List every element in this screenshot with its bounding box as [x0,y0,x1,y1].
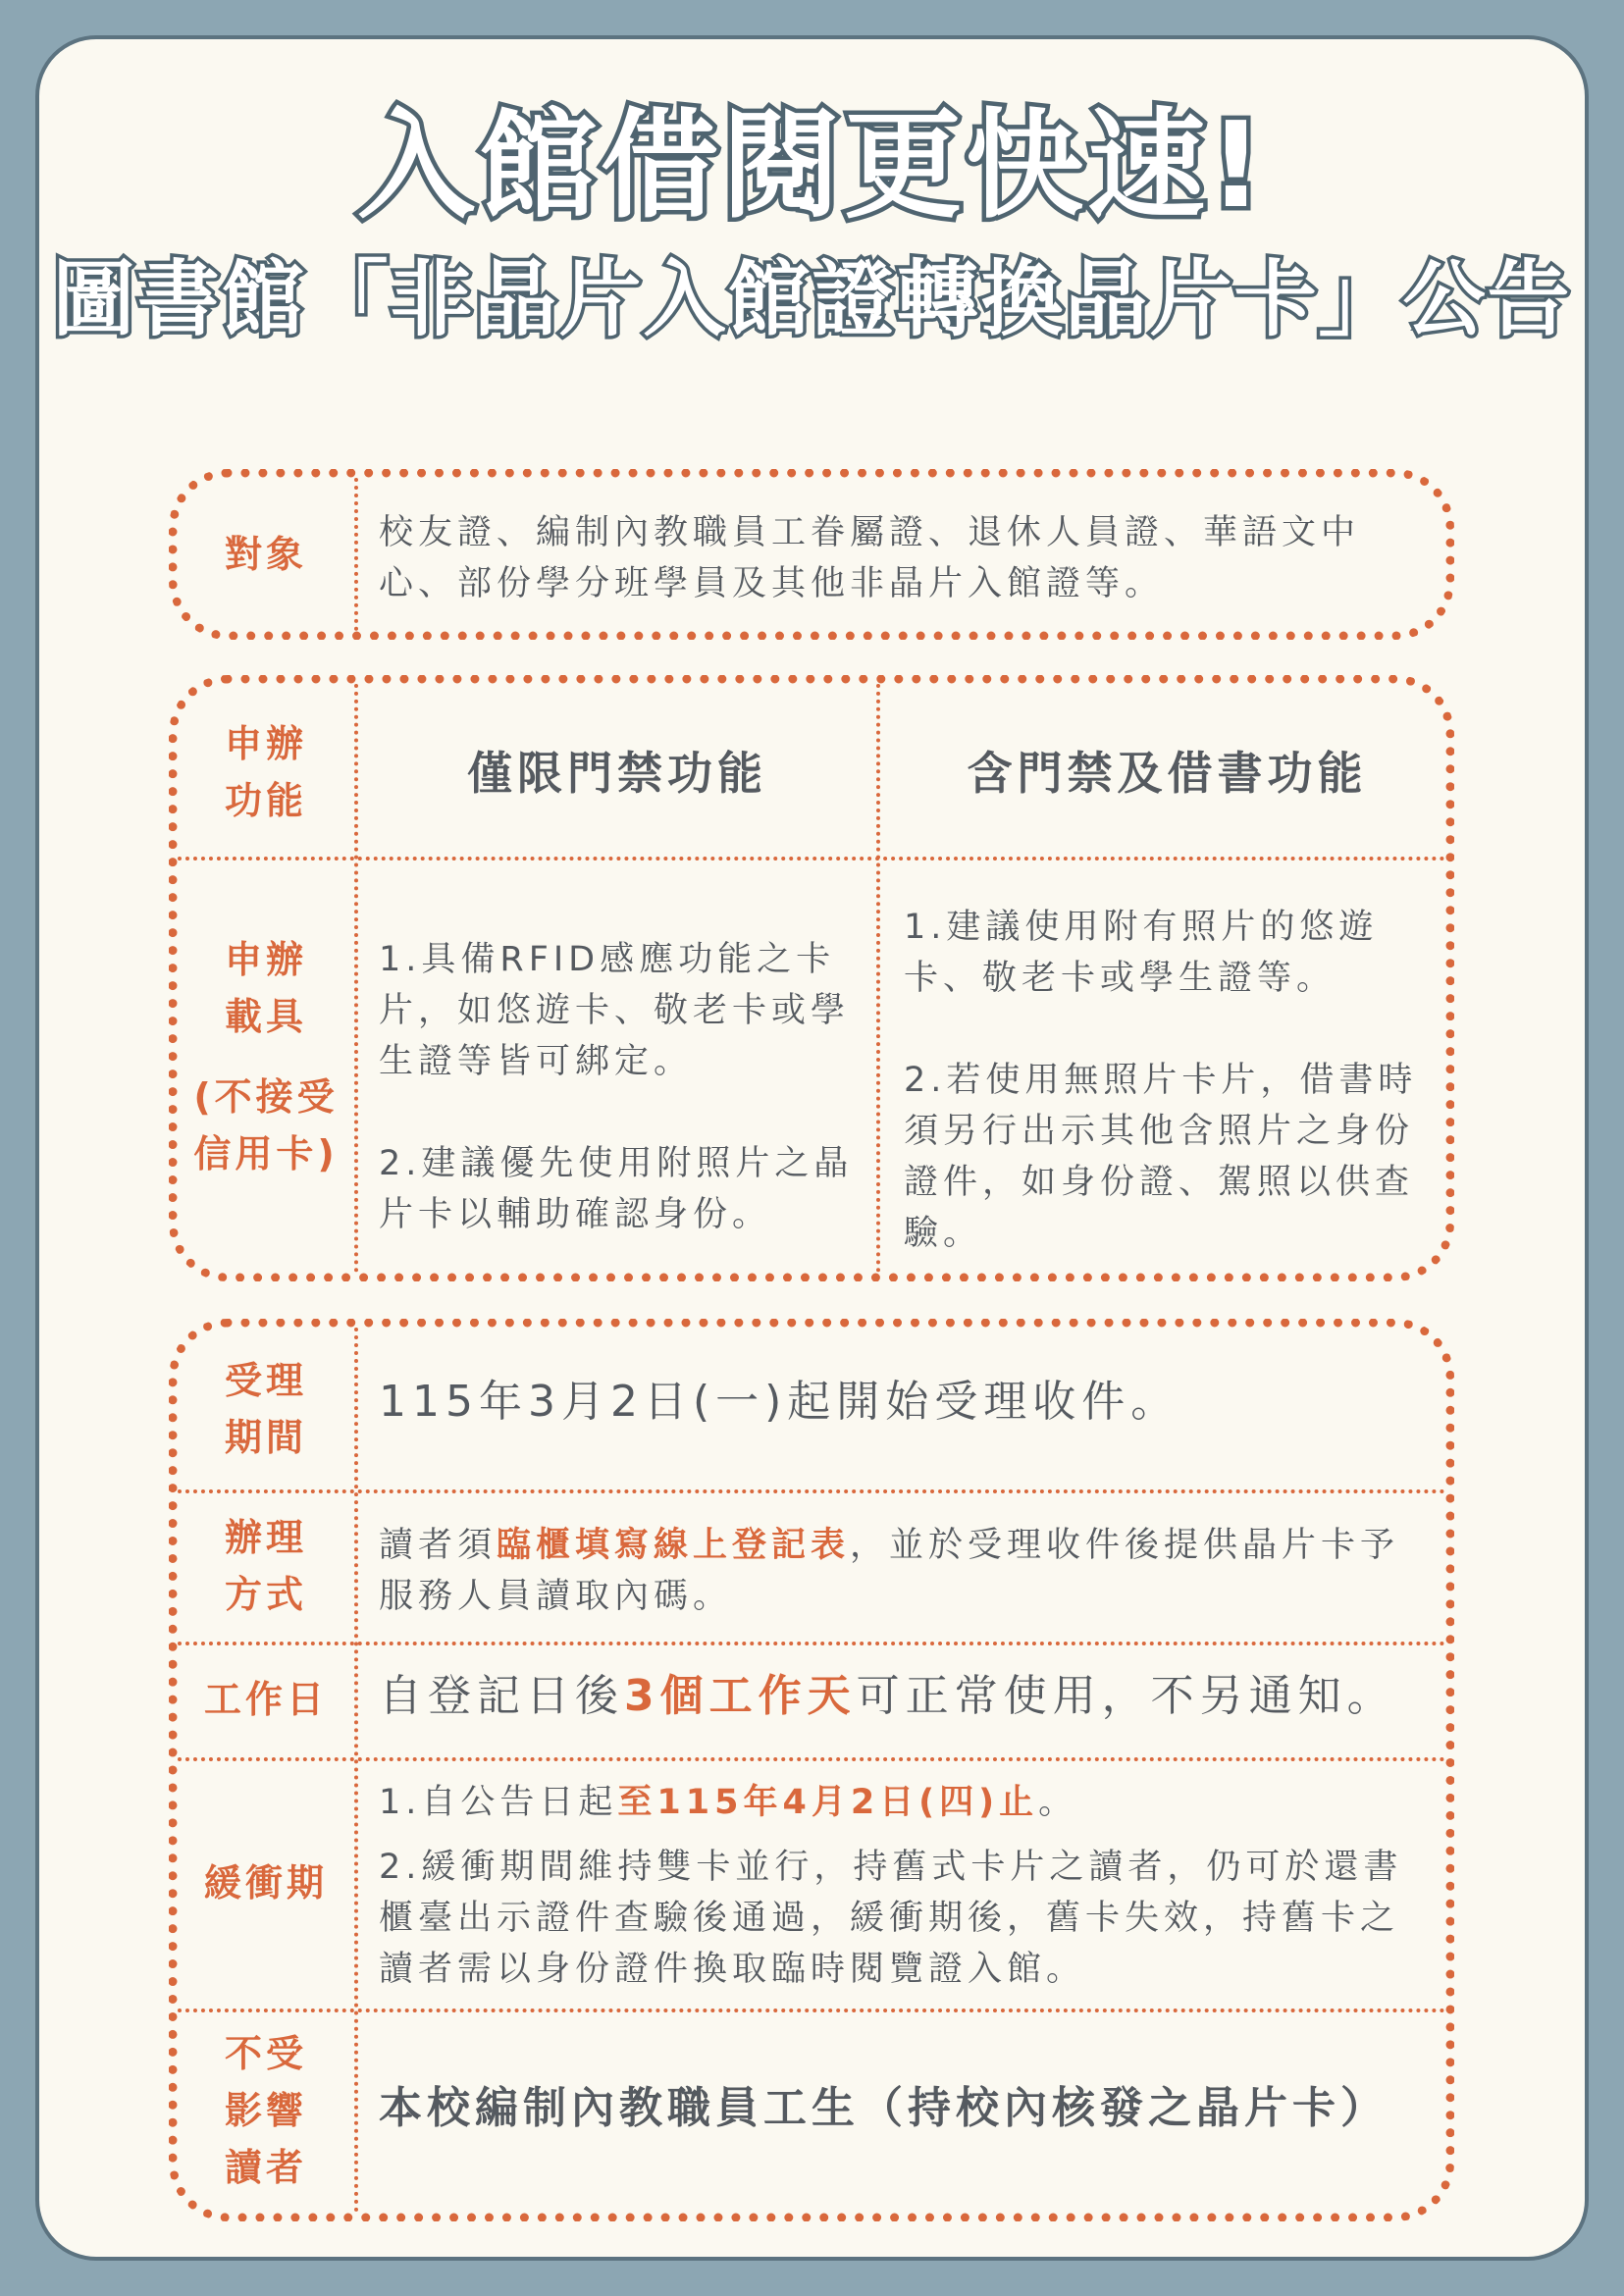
period-text: 115年3月2日(一)起開始受理收件。 [379,1377,1180,1427]
method-text-pre: 讀者須 [379,1526,498,1565]
divider [354,1328,358,2213]
title-block [0,98,1624,353]
buffer-item-1-highlight: 至115年4月2日(四)止 [617,1783,1039,1822]
buffer-label: 緩衝期 [203,1861,328,1905]
method-text-post: ，並於受理收件後提供晶片卡予服務人員讀取內碼。 [379,1526,1400,1616]
details-box [169,1319,1454,2221]
buffer-item-1-post: 。 [1038,1783,1078,1822]
divider [178,857,1445,861]
col1-item-2: 2.建議優先使用附照片之晶片卡以輔助確認身份。 [379,1144,854,1234]
col2-item-2: 2.若使用無照片卡片，借書時須另行出示其他含照片之身份證件，如身份證、駕照以供查驗。 [904,1061,1418,1253]
col2-item-1: 1.建議使用附有照片的悠遊卡、敬老卡或學生證等。 [904,908,1379,998]
function-box [169,675,1454,1281]
buffer-text [379,1777,1429,1995]
workday-label: 工作日 [203,1678,328,1721]
divider [354,478,358,631]
method-text [379,1520,1419,1622]
unaffected-text: 本校編制內教職員工生（持校內核發之晶片卡） [379,2083,1388,2133]
unaffected-label: 不受影響讀者 [224,2032,307,2189]
target-label: 對象 [224,533,307,576]
buffer-item-2: 2.緩衝期間維持雙卡並行，持舊式卡片之讀者，仍可於還書櫃臺出示證件查驗後通過，緩衝期後，舊卡失效，持舊卡之讀者需以身份證件換取臨時閱覽證入館。 [379,1848,1403,1989]
workday-text-post: 可正常使用，不另通知。 [856,1671,1396,1721]
target-text: 校友證、編制內教職員工眷屬證、退休人員證、華語文中心、部份學分班學員及其他非晶片入館證等。 [379,513,1361,603]
method-label: 辦理方式 [224,1515,307,1616]
divider [178,1757,1445,1761]
carrier-label: 申辦載具 [224,938,307,1038]
divider [178,1489,1445,1493]
col2-header: 含門禁及借書功能 [967,747,1368,800]
col1-header: 僅限門禁功能 [467,747,767,800]
sub-title: 圖書館「非晶片入館證轉換晶片卡」公告 [52,251,1572,347]
col1-text [379,934,860,1240]
col2-text [904,902,1434,1259]
buffer-item-1 [379,1777,1429,1828]
carrier-note: (不接受信用卡) [193,1075,339,1175]
target-box [169,469,1454,640]
method-text-highlight: 臨櫃填寫線上登記表 [497,1526,851,1565]
function-label: 申辦功能 [224,722,307,822]
divider [178,2009,1445,2012]
divider [178,1642,1445,1645]
buffer-item-1-pre: 1.自公告日起 [379,1783,618,1822]
workday-text-highlight: 3個工作天 [624,1671,857,1721]
col1-item-1: 1.具備RFID感應功能之卡片，如悠遊卡、敬老卡或學生證等皆可綁定。 [379,940,851,1081]
main-title: 入館借閱更快速! [357,98,1267,235]
workday-text-pre: 自登記日後 [379,1671,624,1721]
workday-text [379,1671,1439,1722]
period-label: 受理期間 [224,1358,307,1459]
